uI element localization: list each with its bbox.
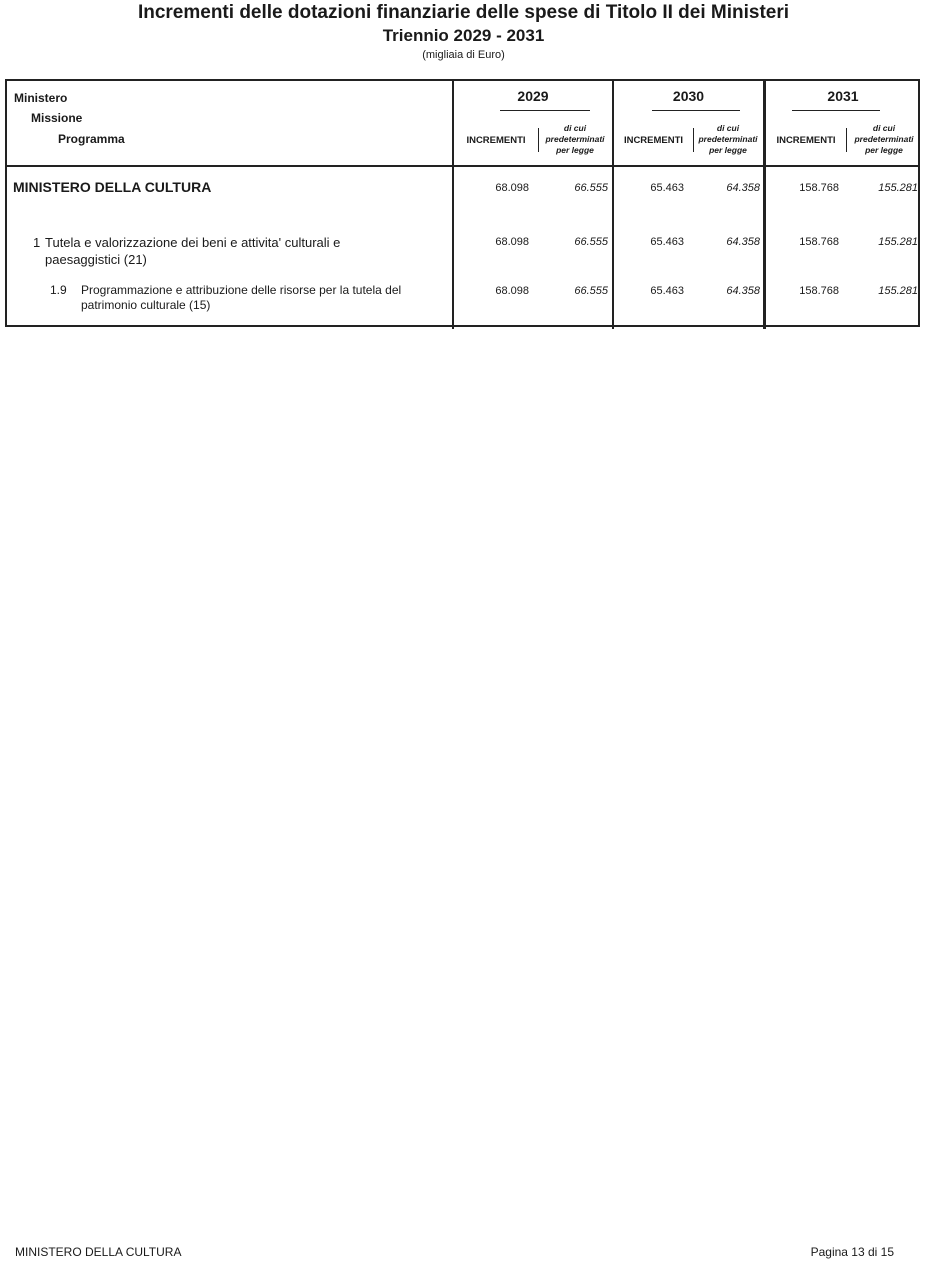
row-programma-label: Programmazione e attribuzione delle risorse per la tutela del patrimonio culturale (15)	[81, 283, 402, 312]
table-cell: 66.555	[574, 182, 608, 194]
table-cell: 65.463	[650, 285, 684, 297]
table-cell: 155.281	[878, 182, 918, 194]
year-underline	[652, 110, 740, 111]
table-cell: 155.281	[878, 236, 918, 248]
table-cell: 158.768	[799, 236, 839, 248]
table-cell: 68.098	[495, 182, 529, 194]
row-ministero-label: MINISTERO DELLA CULTURA	[13, 179, 212, 195]
header-programma: Programma	[58, 132, 125, 146]
column-separator	[452, 79, 454, 329]
footer-ministry: MINISTERO DELLA CULTURA	[15, 1245, 182, 1259]
subcolumn-divider	[693, 128, 694, 152]
header-missione: Missione	[31, 111, 83, 125]
table-cell: 65.463	[650, 182, 684, 194]
col-increment-2029: INCREMENTI	[466, 135, 526, 146]
year-underline	[500, 110, 590, 111]
page-title: Incrementi delle dotazioni finanziarie delle spese di Titolo II dei Ministeri	[137, 2, 790, 23]
col-dicui-2031: di cui predeterminati per legge	[854, 123, 914, 155]
column-separator	[612, 79, 614, 329]
table-cell: 68.098	[495, 285, 529, 297]
footer-page-number: Pagina 13 di 15	[810, 1245, 894, 1259]
table-cell: 158.768	[799, 285, 839, 297]
row-missione-code: 1	[33, 235, 41, 250]
col-increment-2030: INCREMENTI	[623, 135, 684, 146]
row-programma-code: 1.9	[50, 283, 67, 297]
table-cell: 66.555	[574, 236, 608, 248]
year-underline	[792, 110, 880, 111]
header-ministero: Ministero	[14, 91, 68, 105]
units-note: (migliaia di Euro)	[422, 49, 505, 61]
data-table	[5, 79, 920, 327]
col-dicui-2030: di cui predeterminati per legge	[698, 123, 758, 155]
table-cell: 65.463	[650, 236, 684, 248]
table-cell: 66.555	[574, 285, 608, 297]
table-cell: 64.358	[726, 236, 760, 248]
header-separator	[7, 165, 918, 167]
subcolumn-divider	[538, 128, 539, 152]
row-missione-label: Tutela e valorizzazione dei beni e attivita' culturali e paesaggistici (21)	[45, 235, 341, 267]
col-dicui-2029: di cui predeterminati per legge	[545, 123, 605, 155]
year-2031: 2031	[827, 88, 859, 104]
table-cell: 64.358	[726, 182, 760, 194]
year-2029: 2029	[517, 88, 549, 104]
page-subtitle: Triennio 2029 - 2031	[382, 26, 545, 45]
table-cell: 64.358	[726, 285, 760, 297]
table-cell: 68.098	[495, 236, 529, 248]
subcolumn-divider	[846, 128, 847, 152]
column-separator	[763, 79, 766, 329]
table-cell: 158.768	[799, 182, 839, 194]
col-increment-2031: INCREMENTI	[776, 135, 836, 146]
table-cell: 155.281	[878, 285, 918, 297]
year-2030: 2030	[672, 88, 705, 104]
